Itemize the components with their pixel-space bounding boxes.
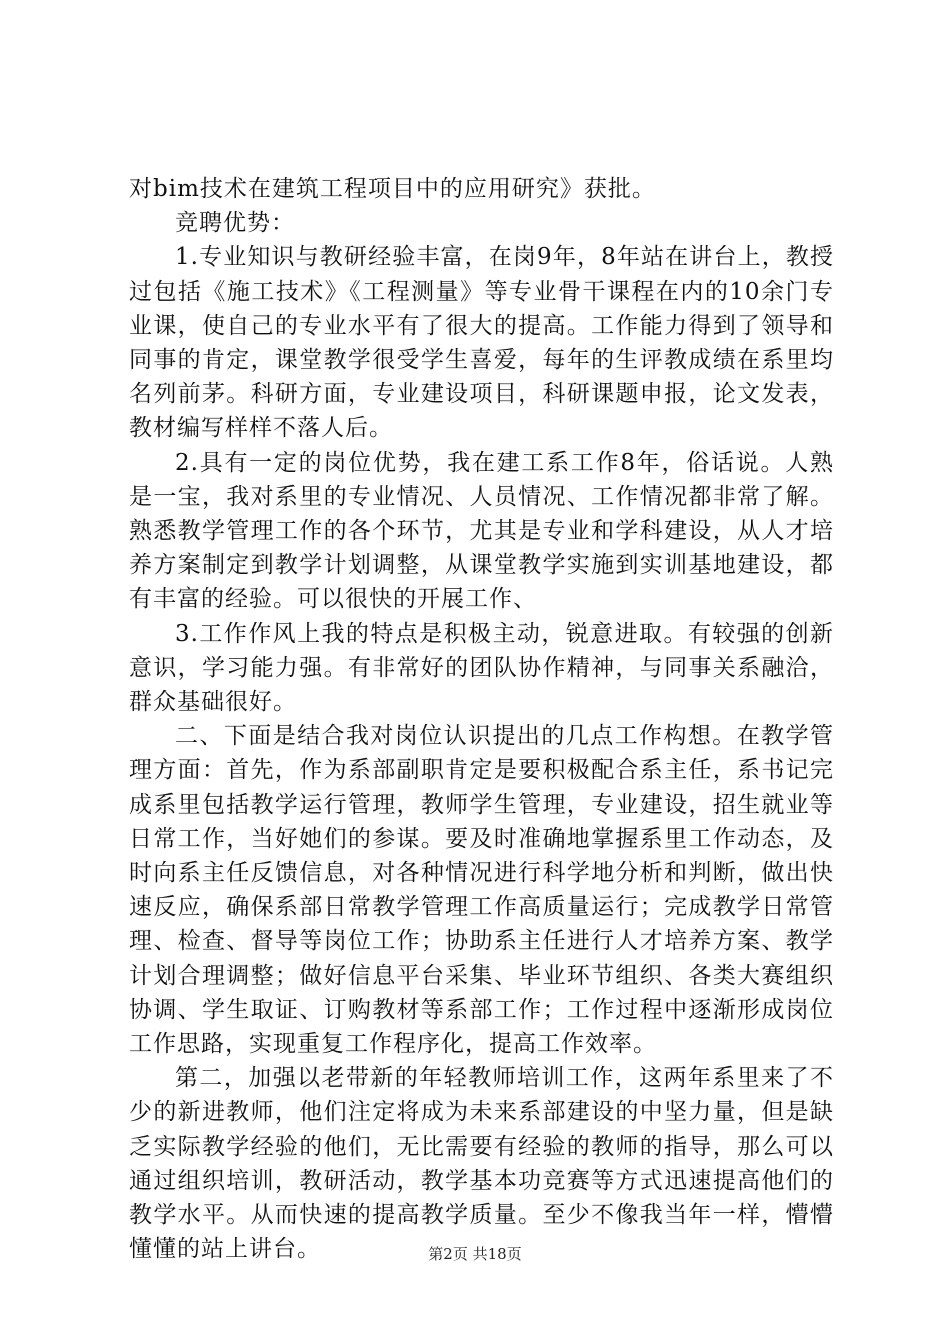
paragraph-section-2: 二、下面是结合我对岗位认识提出的几点工作构想。在教学管理方面：首先，作为系部副职肯定是要积极配合系主任，系书记完成系里包括教学运行管理，教师学生管理，专业建设，招生就业等日常工作，当好她们的参谋。要及时准确地掌握系里工作动态，及时向系主任反馈信息，对各种情况进行科学地分析和判断，做出快速反应，确保系部日常教学管理工作高质量运行；完成教学日常管理、检查、督导等岗位工作；协助系主任进行人才培养方案、教学计划合理调整；做好信息平台采集、毕业环节组织、各类大赛组织协调、学生取证、订购教材等系部工作；工作过程中逐渐形成岗位工作思路，实现重复工作程序化，提高工作效率。	[129, 723, 834, 1058]
paragraph-point-3: 3.工作作风上我的特点是积极主动，锐意进取。有较强的创新意识，学习能力强。有非常好的团队协作精神，与同事关系融洽，群众基础很好。	[129, 620, 834, 716]
paragraph-heading-advantages: 竞聘优势：	[175, 210, 295, 237]
page-footer: 第2页 共18页	[428, 1245, 522, 1263]
paragraph-second-item: 第二，加强以老带新的年轻教师培训工作，这两年系里来了不少的新进教师，他们注定将成为未来系部建设的中坚力量，但是缺乏实际教学经验的他们，无比需要有经验的教师的指导，那么可以通过组织培训，教研活动，教学基本功竞赛等方式迅速提高他们的教学水平。从而快速的提高教学质量。至少不像我当年一样，懵懵懂懂的站上讲台。	[129, 1065, 834, 1263]
paragraph-point-2: 2.具有一定的岗位优势，我在建工系工作8年，俗话说。人熟是一宝，我对系里的专业情况、人员情况、工作情况都非常了解。熟悉教学管理工作的各个环节，尤其是专业和学科建设，从人才培养方案制定到教学计划调整，从课堂教学实施到实训基地建设，都有丰富的经验。可以很快的开展工作、	[129, 449, 834, 613]
paragraph-point-1: 1.专业知识与教研经验丰富，在岗9年，8年站在讲台上，教授过包括《施工技术》《工程测量》等专业骨干课程在内的10余门专业课，使自己的专业水平有了很大的提高。工作能力得到了领导和同事的肯定，课堂教学很受学生喜爱，每年的生评教成绩在系里均名列前茅。科研方面，专业建设项目，科研课题申报，论文发表，教材编写样样不落人后。	[129, 244, 834, 442]
document-body	[129, 172, 834, 1267]
paragraph-continuation: 对bim技术在建筑工程项目中的应用研究》获批。	[129, 176, 656, 202]
